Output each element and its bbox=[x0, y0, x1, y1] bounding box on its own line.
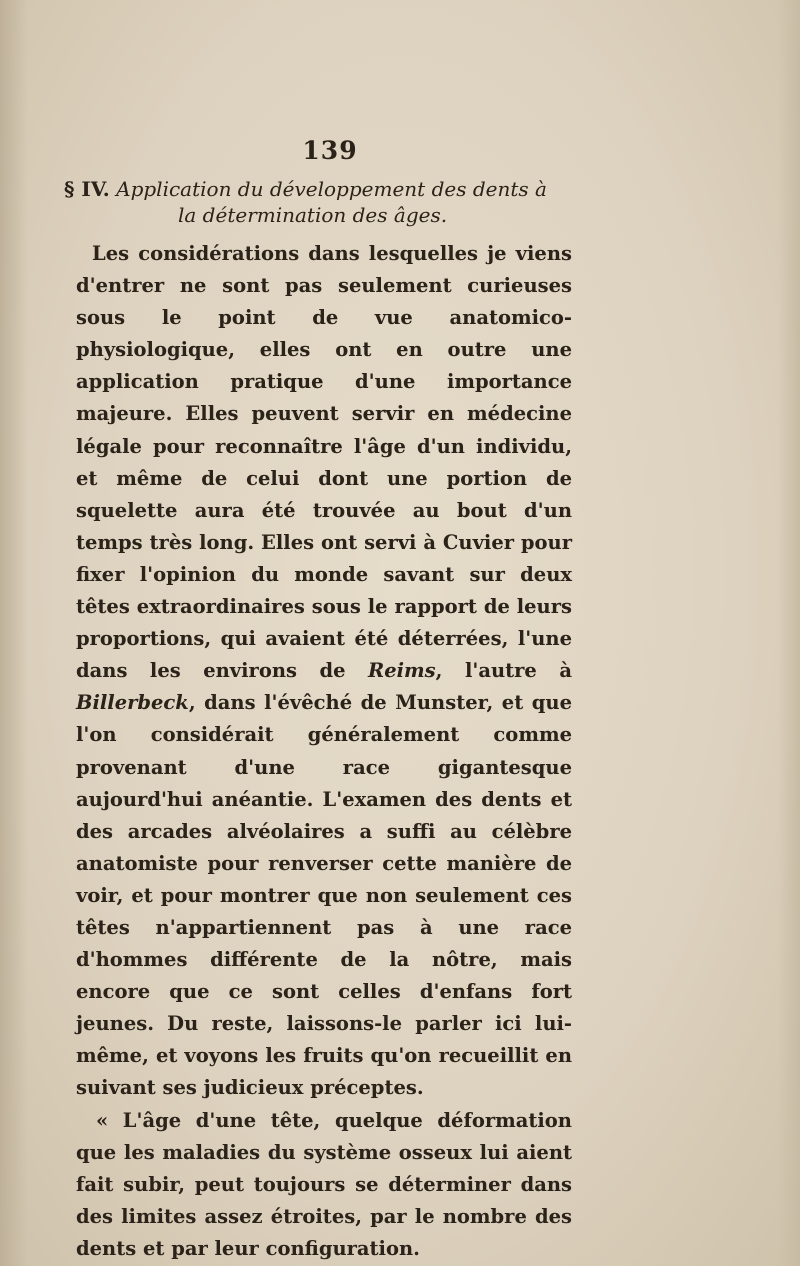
section-title-line-2: la détermination des âges. bbox=[178, 203, 448, 227]
place-name-billerbeck: Billerbeck bbox=[76, 691, 189, 715]
paragraph-1 bbox=[76, 238, 572, 1105]
paragraph-1-part-3: , dans l'évêché de Munster, et que l'on considérait généralement comme provenant d'une race gigantesque aujourd'hui anéantie. L'examen des dents et des arcades alvéolaires a suffi au célèbre anatomiste pour renverser cette manière de voir, et pour montrer que non seulement ces têtes n'appartiennent pas à une race d'hommes différente de la nôtre, mais encore que ce sont celles d'enfans fort jeunes. Du reste, laissons-le parler ici lui-même, et voyons les fruits qu'on recueillit en suivant ses judicieux préceptes. bbox=[76, 691, 572, 1100]
section-title-line-1: Application du développement des dents à bbox=[116, 177, 547, 201]
page-number: 139 bbox=[302, 136, 358, 165]
paragraph-1-part-1: Les considérations dans lesquelles je viens d'entrer ne sont pas seulement curieuses sous le point de vue anatomico-physiologique, elles ont en outre une application pratique d'une importance majeure. Elles peuvent servir en médecine légale pour reconnaître l'âge d'un individu, et même de celui dont une portion de squelette aura été trouvée au bout d'un temps très long. Elles ont servi à Cuvier pour fixer l'opinion du monde savant sur deux têtes extraordinaires sous le rapport de leurs proportions, qui avaient été déterrées, l'une dans les environs de bbox=[76, 242, 572, 683]
paragraph-1-part-2: , l'autre à bbox=[435, 659, 572, 683]
body-text bbox=[76, 238, 572, 1265]
paragraph-2: « L'âge d'une tête, quelque déformation que les maladies du système osseux lui aient fait subir, peut toujours se déterminer dans des limites assez étroites, par le nombre des dents et par leur configuration. bbox=[76, 1108, 572, 1260]
section-number: § IV. bbox=[64, 177, 110, 201]
section-heading bbox=[64, 176, 584, 228]
page-edge-shadow-left bbox=[0, 0, 28, 1266]
place-name-reims: Reims bbox=[368, 659, 436, 683]
page-edge-shadow-right bbox=[778, 0, 800, 1266]
